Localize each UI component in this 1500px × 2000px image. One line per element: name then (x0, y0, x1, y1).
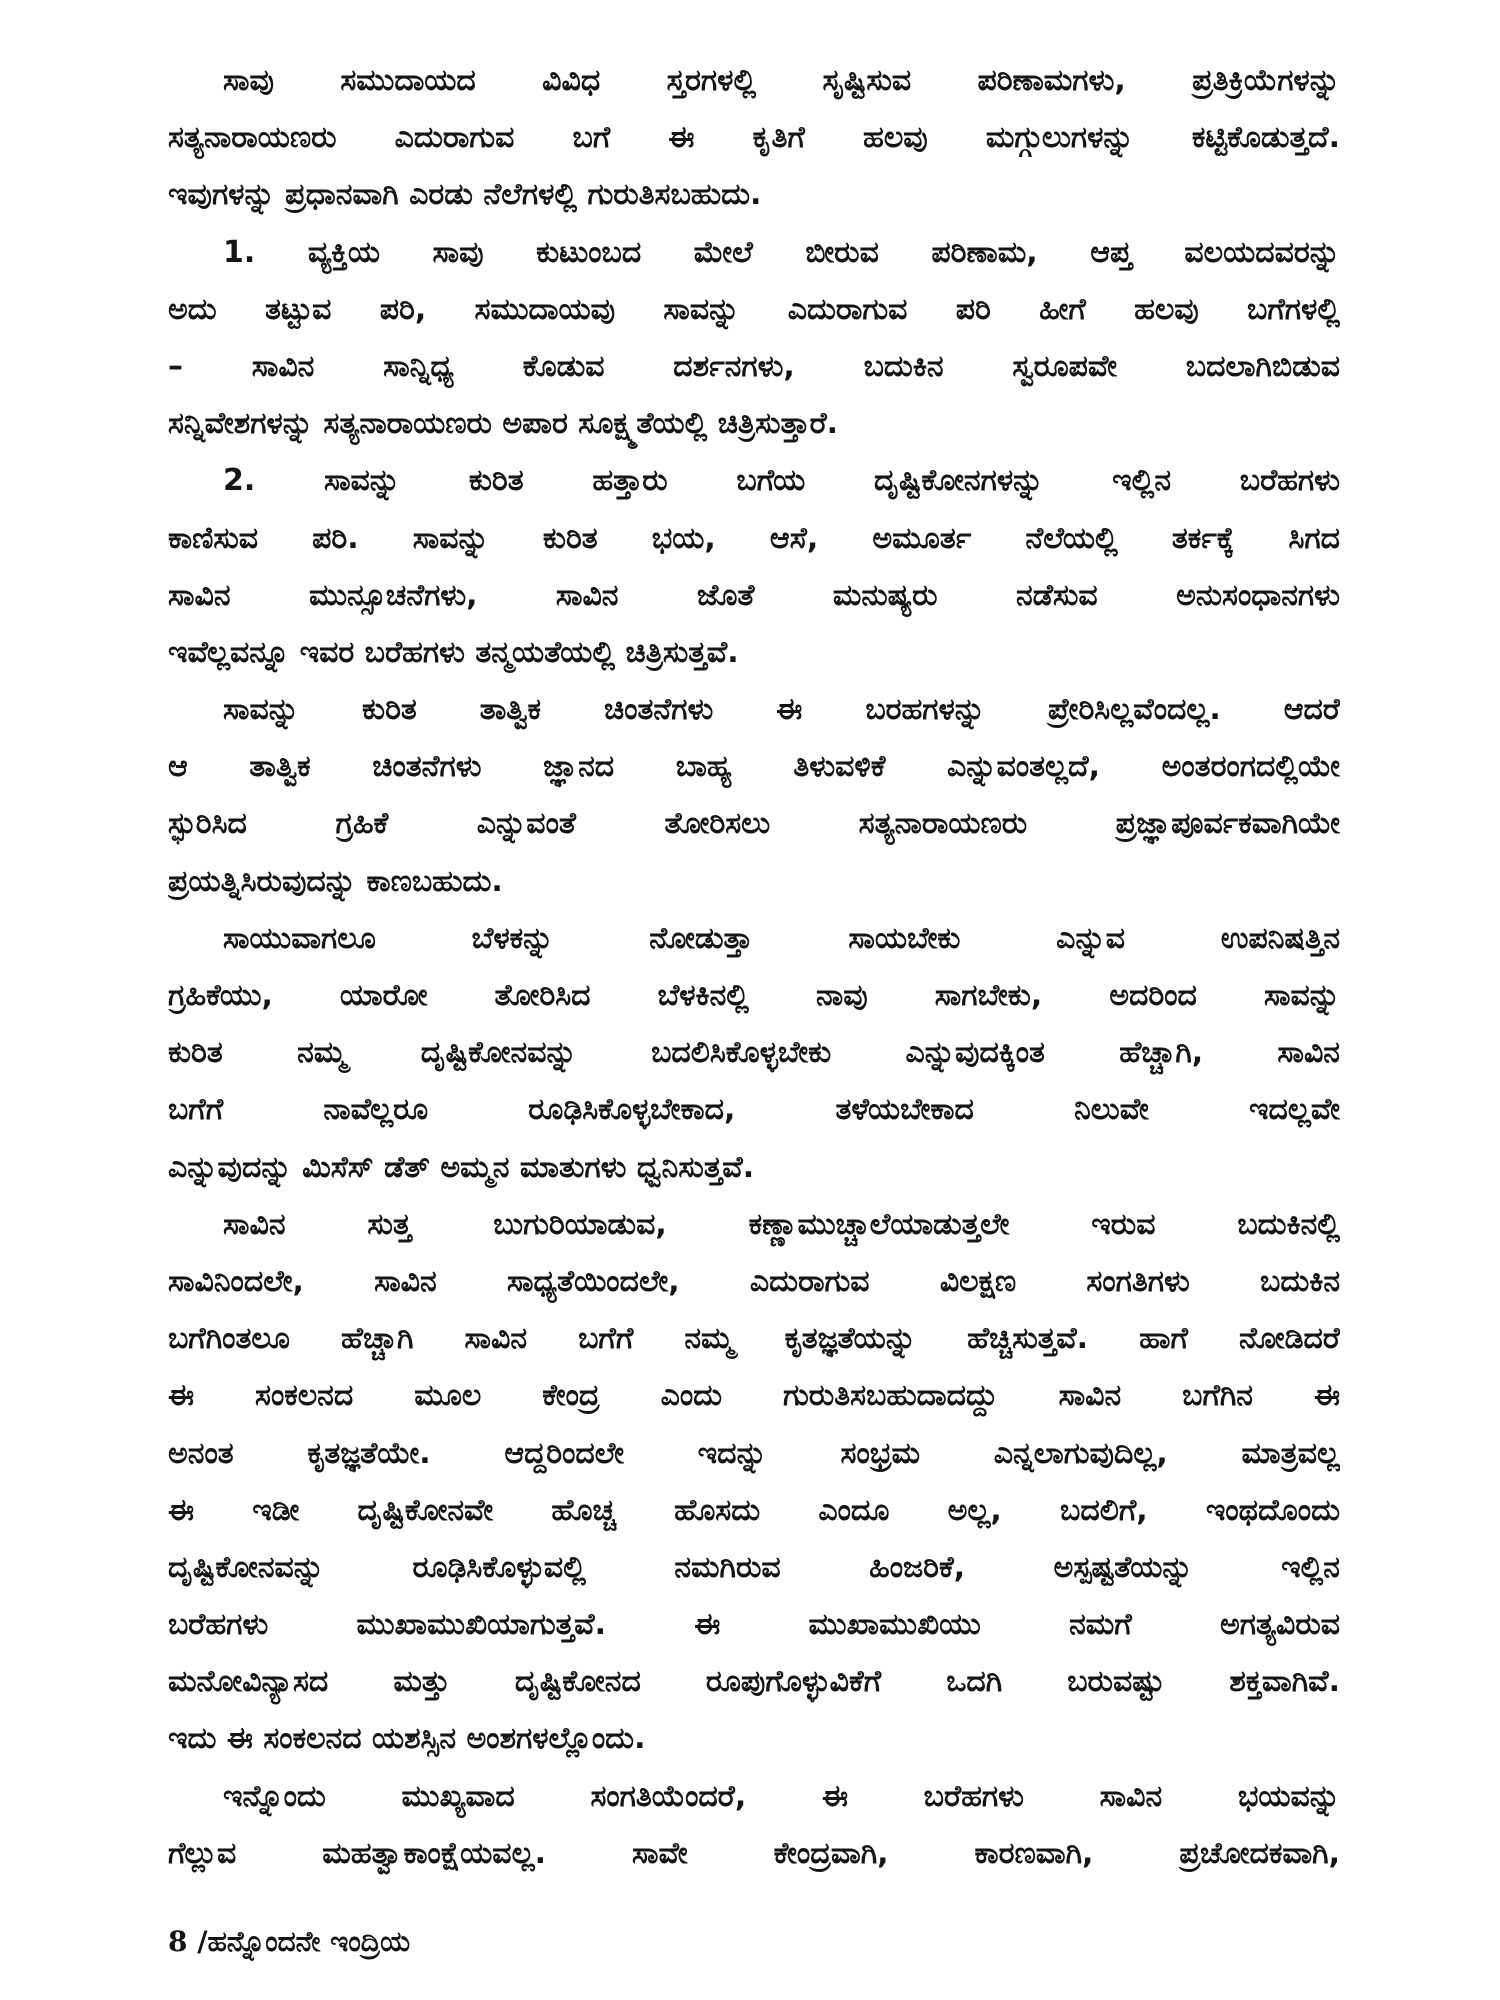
paragraph-2-line-1: 1. ವ್ಯಕ್ತಿಯ ಸಾವು ಕುಟುಂಬದ ಮೇಲೆ ಬೀರುವ ಪರಿಣಾಮ, ಆಪ್ತ ವಲಯದವರನ್ನು (223, 234, 1340, 270)
paragraph-4-line-4: ಪ್ರಯತ್ನಿಸಿರುವುದನ್ನು ಕಾಣಬಹುದು. (168, 863, 503, 899)
paragraph-6-line-7: ದೃಷ್ಟಿಕೋನವನ್ನು ರೂಢಿಸಿಕೊಳ್ಳುವಲ್ಲಿ ನಮಗಿರುವ ಹಿಂಜರಿಕೆ, ಅಸ್ಪಷ್ಟತೆಯನ್ನು ಇಲ್ಲಿನ (168, 1549, 1340, 1585)
paragraph-2-line-4: ಸನ್ನಿವೇಶಗಳನ್ನು ಸತ್ಯನಾರಾಯಣರು ಅಪಾರ ಸೂಕ್ಷ್ಮತೆಯಲ್ಲಿ ಚಿತ್ರಿಸುತ್ತಾರೆ. (168, 406, 839, 442)
paragraph-5-line-3: ಕುರಿತ ನಮ್ಮ ದೃಷ್ಟಿಕೋನವನ್ನು ಬದಲಿಸಿಕೊಳ್ಳಬೇಕು ಎನ್ನುವುದಕ್ಕಿಂತ ಹೆಚ್ಚಾಗಿ, ಸಾವಿನ (168, 1035, 1340, 1071)
paragraph-4-line-2: ಆ ತಾತ್ವಿಕ ಚಿಂತನೆಗಳು ಜ್ಞಾನದ ಬಾಹ್ಯ ತಿಳುವಳಿಕೆ ಎನ್ನುವಂತಲ್ಲದೆ, ಅಂತರಂಗದಲ್ಲಿಯೇ (168, 749, 1340, 785)
paragraph-3-line-2: ಕಾಣಿಸುವ ಪರಿ. ಸಾವನ್ನು ಕುರಿತ ಭಯ, ಆಸೆ, ಅಮೂರ್ತ ನೆಲೆಯಲ್ಲಿ ತರ್ಕಕ್ಕೆ ಸಿಗದ (168, 520, 1340, 556)
paragraph-4-line-1: ಸಾವನ್ನು ಕುರಿತ ತಾತ್ವಿಕ ಚಿಂತನೆಗಳು ಈ ಬರಹಗಳನ್ನು ಪ್ರೇರಿಸಿಲ್ಲವೆಂದಲ್ಲ. ಆದರೆ (223, 692, 1340, 728)
paragraph-5 (168, 910, 1340, 1196)
paragraph-6-line-10: ಇದು ಈ ಸಂಕಲನದ ಯಶಸ್ಸಿನ ಅಂಶಗಳಲ್ಲೊಂದು. (168, 1721, 646, 1757)
paragraph-6-line-1: ಸಾವಿನ ಸುತ್ತ ಬುಗುರಿಯಾಡುವ, ಕಣ್ಣಾಮುಚ್ಚಾಲೆಯಾಡುತ್ತಲೇ ಇರುವ ಬದುಕಿನಲ್ಲಿ (223, 1206, 1340, 1242)
paragraph-3-line-1: 2. ಸಾವನ್ನು ಕುರಿತ ಹತ್ತಾರು ಬಗೆಯ ದೃಷ್ಟಿಕೋನಗಳನ್ನು ಇಲ್ಲಿನ ಬರೆಹಗಳು (223, 463, 1340, 499)
paragraph-6-line-6: ಈ ಇಡೀ ದೃಷ್ಟಿಕೋನವೇ ಹೊಚ್ಚ ಹೊಸದು ಎಂದೂ ಅಲ್ಲ, ಬದಲಿಗೆ, ಇಂಥದೊಂದು (168, 1492, 1340, 1528)
paragraph-1-line-1: ಸಾವು ಸಮುದಾಯದ ವಿವಿಧ ಸ್ತರಗಳಲ್ಲಿ ಸೃಷ್ಟಿಸುವ ಪರಿಣಾಮಗಳು, ಪ್ರತಿಕ್ರಿಯೆಗಳನ್ನು (223, 63, 1340, 98)
paragraph-5-line-4: ಬಗೆಗೆ ನಾವೆಲ್ಲರೂ ರೂಢಿಸಿಕೊಳ್ಳಬೇಕಾದ, ತಳೆಯಬೇಕಾದ ನಿಲುವೇ ಇದಲ್ಲವೇ (168, 1092, 1340, 1128)
paragraph-3 (168, 452, 1340, 681)
paragraph-6-line-5: ಅನಂತ ಕೃತಜ್ಞತೆಯೇ. ಆದ್ದರಿಂದಲೇ ಇದನ್ನು ಸಂಭ್ರಮ ಎನ್ನಲಾಗುವುದಿಲ್ಲ, ಮಾತ್ರವಲ್ಲ (168, 1435, 1340, 1471)
paragraph-6-line-4: ಈ ಸಂಕಲನದ ಮೂಲ ಕೇಂದ್ರ ಎಂದು ಗುರುತಿಸಬಹುದಾದದ್ದು ಸಾವಿನ ಬಗೆಗಿನ ಈ (168, 1378, 1340, 1414)
paragraph-3-line-4: ಇವೆಲ್ಲವನ್ನೂ ಇವರ ಬರೆಹಗಳು ತನ್ಮಯತೆಯಲ್ಲಿ ಚಿತ್ರಿಸುತ್ತವೆ. (168, 634, 739, 670)
page-footer: 8 /ಹನ್ನೊಂದನೇ ಇಂದ್ರಿಯ (168, 1925, 411, 1958)
paragraph-3-line-3: ಸಾವಿನ ಮುನ್ಸೂಚನೆಗಳು, ಸಾವಿನ ಜೊತೆ ಮನುಷ್ಯರು ನಡೆಸುವ ಅನುಸಂಧಾನಗಳು (168, 577, 1340, 613)
paragraph-2-line-2: ಅದು ತಟ್ಟುವ ಪರಿ, ಸಮುದಾಯವು ಸಾವನ್ನು ಎದುರಾಗುವ ಪರಿ ಹೀಗೆ ಹಲವು ಬಗೆಗಳಲ್ಲಿ (168, 291, 1340, 327)
paragraph-5-line-1: ಸಾಯುವಾಗಲೂ ಬೆಳಕನ್ನು ನೋಡುತ್ತಾ ಸಾಯಬೇಕು ಎನ್ನುವ ಉಪನಿಷತ್ತಿನ (223, 920, 1340, 956)
paragraph-5-line-2: ಗ್ರಹಿಕೆಯು, ಯಾರೋ ತೋರಿಸಿದ ಬೆಳಕಿನಲ್ಲಿ ನಾವು ಸಾಗಬೇಕು, ಅದರಿಂದ ಸಾವನ್ನು (168, 978, 1340, 1013)
paragraph-6-line-2: ಸಾವಿನಿಂದಲೇ, ಸಾವಿನ ಸಾಧ್ಯತೆಯಿಂದಲೇ, ಎದುರಾಗುವ ವಿಲಕ್ಷಣ ಸಂಗತಿಗಳು ಬದುಕಿನ (168, 1263, 1340, 1299)
paragraph-1-line-3: ಇವುಗಳನ್ನು ಪ್ರಧಾನವಾಗಿ ಎರಡು ನೆಲೆಗಳಲ್ಲಿ ಗುರುತಿಸಬಹುದು. (168, 177, 762, 213)
paragraph-1-line-2: ಸತ್ಯನಾರಾಯಣರು ಎದುರಾಗುವ ಬಗೆ ಈ ಕೃತಿಗೆ ಹಲವು ಮಗ್ಗುಲುಗಳನ್ನು ಕಟ್ಟಿಕೊಡುತ್ತದೆ. (168, 120, 1340, 156)
paragraph-6-line-8: ಬರೆಹಗಳು ಮುಖಾಮುಖಿಯಾಗುತ್ತವೆ. ಈ ಮುಖಾಮುಖಿಯು ನಮಗೆ ಅಗತ್ಯವಿರುವ (168, 1607, 1340, 1643)
paragraph-7-line-2: ಗೆಲ್ಲುವ ಮಹತ್ವಾಕಾಂಕ್ಷೆಯವಲ್ಲ. ಸಾವೇ ಕೇಂದ್ರವಾಗಿ, ಕಾರಣವಾಗಿ, ಪ್ರಚೋದಕವಾಗಿ, (168, 1835, 1340, 1871)
paragraph-2-line-3: – ಸಾವಿನ ಸಾನ್ನಿಧ್ಯ ಕೊಡುವ ದರ್ಶನಗಳು, ಬದುಕಿನ ಸ್ವರೂಪವೇ ಬದಲಾಗಿಬಿಡುವ (168, 348, 1340, 384)
body-text (168, 52, 1340, 1882)
paragraph-6-line-9: ಮನೋವಿನ್ಯಾಸದ ಮತ್ತು ದೃಷ್ಟಿಕೋನದ ರೂಪುಗೊಳ್ಳುವಿಕೆಗೆ ಒದಗಿ ಬರುವಷ್ಟು ಶಕ್ತವಾಗಿವೆ. (168, 1664, 1340, 1700)
paragraph-6-line-3: ಬಗೆಗಿಂತಲೂ ಹೆಚ್ಚಾಗಿ ಸಾವಿನ ಬಗೆಗೆ ನಮ್ಮ ಕೃತಜ್ಞತೆಯನ್ನು ಹೆಚ್ಚಿಸುತ್ತವೆ. ಹಾಗೆ ನೋಡಿದರೆ (168, 1321, 1340, 1357)
paragraph-7 (168, 1768, 1340, 1882)
paragraph-7-line-1: ಇನ್ನೊಂದು ಮುಖ್ಯವಾದ ಸಂಗತಿಯೆಂದರೆ, ಈ ಬರೆಹಗಳು ಸಾವಿನ ಭಯವನ್ನು (223, 1778, 1340, 1814)
paragraph-2 (168, 224, 1340, 453)
paragraph-4 (168, 681, 1340, 910)
paragraph-4-line-3: ಸ್ಫುರಿಸಿದ ಗ್ರಹಿಕೆ ಎನ್ನುವಂತೆ ತೋರಿಸಲು ಸತ್ಯನಾರಾಯಣರು ಪ್ರಜ್ಞಾಪೂರ್ವಕವಾಗಿಯೇ (168, 806, 1340, 842)
paragraph-1 (168, 52, 1340, 224)
paragraph-5-line-5: ಎನ್ನುವುದನ್ನು ಮಿಸೆಸ್ ಡೆತ್ ಅಮ್ಮನ ಮಾತುಗಳು ಧ್ವನಿಸುತ್ತವೆ. (168, 1149, 755, 1185)
paragraph-6 (168, 1196, 1340, 1768)
